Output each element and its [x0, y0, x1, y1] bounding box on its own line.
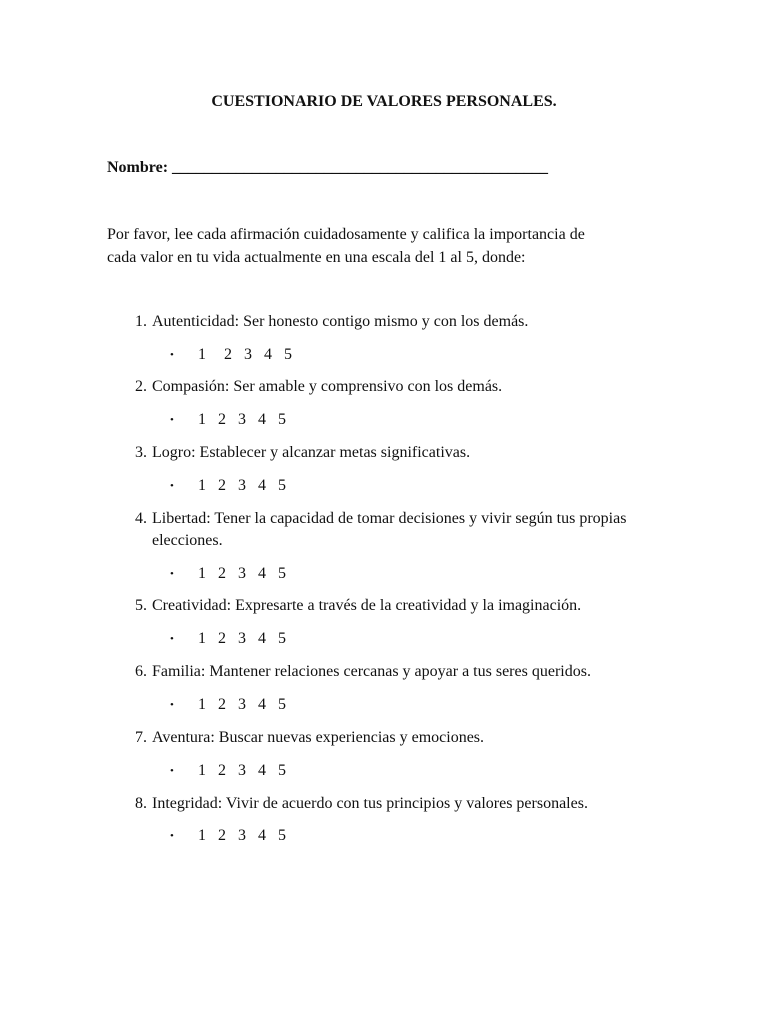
- rating-option-5: 5: [278, 696, 286, 713]
- rating-option-1: 1: [198, 411, 206, 428]
- item-text: Aventura: Buscar nuevas experiencias y emociones.: [152, 729, 485, 746]
- rating-option-3: 3: [238, 630, 246, 647]
- rating-option-2: 2: [218, 630, 226, 647]
- rating-option-1: 1: [198, 477, 206, 494]
- rating-scale: [170, 563, 298, 585]
- rating-option-3: 3: [244, 346, 252, 363]
- item-number: 4.: [135, 510, 147, 527]
- rating-option-1: 1: [198, 827, 206, 844]
- rating-option-1: 1: [198, 630, 206, 647]
- bullet-icon: •: [170, 349, 174, 361]
- bullet-icon: •: [170, 699, 174, 711]
- rating-option-4: 4: [258, 762, 266, 779]
- item-number: 6.: [135, 663, 147, 680]
- item-number: 1.: [135, 313, 147, 330]
- name-field-label: Nombre: _______________________________________________: [107, 159, 549, 176]
- rating-option-5: 5: [278, 630, 286, 647]
- item-number: 5.: [135, 597, 147, 614]
- rating-option-4: 4: [258, 630, 266, 647]
- rating-option-2: 2: [218, 827, 226, 844]
- rating-option-1: 1: [198, 346, 206, 363]
- rating-scale: [170, 475, 298, 497]
- item-text: Logro: Establecer y alcanzar metas significativas.: [152, 444, 471, 461]
- rating-scale: [170, 344, 304, 366]
- rating-option-2: 2: [224, 346, 232, 363]
- rating-option-2: 2: [218, 411, 226, 428]
- rating-option-4: 4: [264, 346, 272, 363]
- bullet-icon: •: [170, 480, 174, 492]
- rating-option-5: 5: [278, 565, 286, 582]
- rating-option-3: 3: [238, 762, 246, 779]
- rating-option-4: 4: [258, 565, 266, 582]
- rating-option-3: 3: [238, 477, 246, 494]
- instructions-paragraph: [107, 223, 647, 269]
- item-text: Creatividad: Expresarte a través de la creatividad y la imaginación.: [152, 597, 582, 614]
- item-number: 8.: [135, 795, 147, 812]
- rating-option-4: 4: [258, 411, 266, 428]
- rating-option-5: 5: [278, 827, 286, 844]
- rating-option-3: 3: [238, 827, 246, 844]
- rating-option-3: 3: [238, 411, 246, 428]
- rating-scale: [170, 760, 298, 782]
- rating-option-1: 1: [198, 762, 206, 779]
- item-text: Integridad: Vivir de acuerdo con tus principios y valores personales.: [152, 795, 588, 812]
- bullet-icon: •: [170, 830, 174, 842]
- rating-option-5: 5: [278, 477, 286, 494]
- instructions-line: Por favor, lee cada afirmación cuidadosamente y califica la importancia de: [107, 226, 585, 243]
- rating-option-2: 2: [218, 762, 226, 779]
- rating-option-1: 1: [198, 565, 206, 582]
- document-title: CUESTIONARIO DE VALORES PERSONALES.: [211, 93, 557, 110]
- rating-option-5: 5: [278, 762, 286, 779]
- rating-option-2: 2: [218, 477, 226, 494]
- rating-option-5: 5: [284, 346, 292, 363]
- rating-option-4: 4: [258, 477, 266, 494]
- bullet-icon: •: [170, 765, 174, 777]
- item-number: 2.: [135, 378, 147, 395]
- rating-option-4: 4: [258, 827, 266, 844]
- instructions-line: cada valor en tu vida actualmente en una escala del 1 al 5, donde:: [107, 249, 526, 266]
- rating-option-3: 3: [238, 565, 246, 582]
- rating-option-3: 3: [238, 696, 246, 713]
- rating-scale: [170, 628, 298, 650]
- item-text: Compasión: Ser amable y comprensivo con los demás.: [152, 378, 503, 395]
- rating-option-1: 1: [198, 696, 206, 713]
- bullet-icon: •: [170, 568, 174, 580]
- item-text: Libertad: Tener la capacidad de tomar decisiones y vivir según tus propias elecciones.: [152, 510, 627, 549]
- bullet-icon: •: [170, 633, 174, 645]
- rating-option-5: 5: [278, 411, 286, 428]
- rating-scale: [170, 694, 298, 716]
- rating-scale: [170, 409, 298, 431]
- rating-option-4: 4: [258, 696, 266, 713]
- rating-option-2: 2: [218, 565, 226, 582]
- rating-option-2: 2: [218, 696, 226, 713]
- item-text: Autenticidad: Ser honesto contigo mismo y con los demás.: [152, 313, 529, 330]
- rating-scale: [170, 825, 298, 847]
- bullet-icon: •: [170, 414, 174, 426]
- item-number: 3.: [135, 444, 147, 461]
- item-number: 7.: [135, 729, 147, 746]
- item-text: Familia: Mantener relaciones cercanas y apoyar a tus seres queridos.: [152, 663, 591, 680]
